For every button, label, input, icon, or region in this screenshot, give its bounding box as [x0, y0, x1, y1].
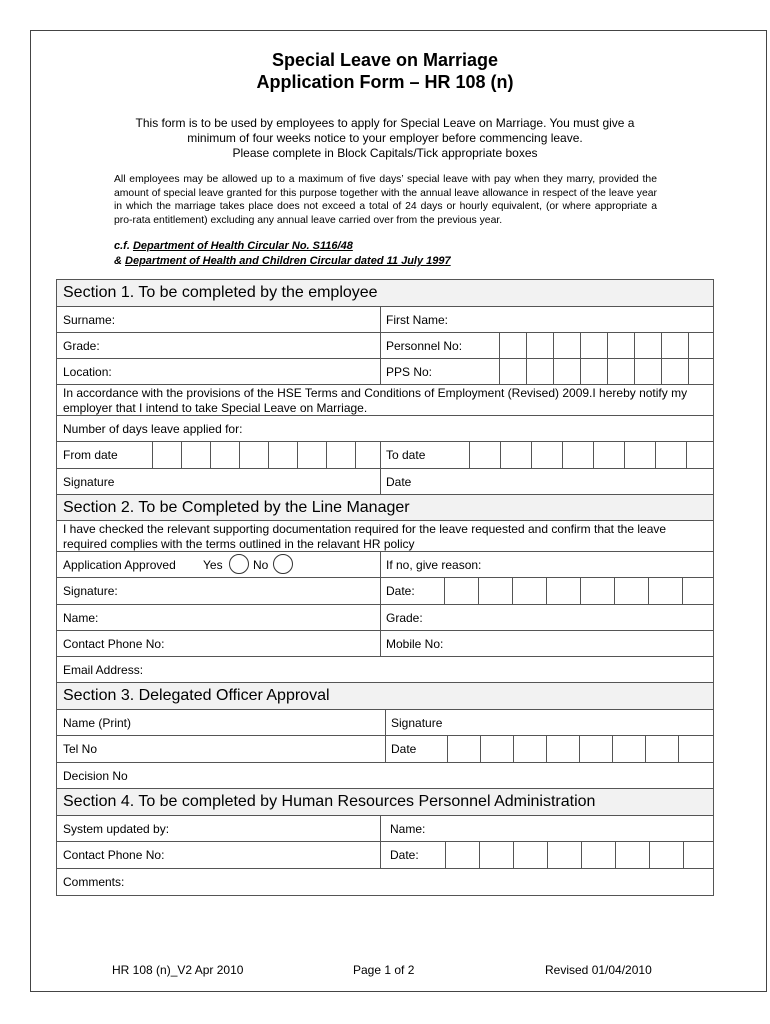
circular-reference-1	[114, 240, 353, 252]
to-date-box[interactable]	[469, 442, 500, 468]
reason-label: If no, give reason:	[386, 558, 482, 572]
officer-name-label: Name (Print)	[63, 716, 132, 730]
hr-date-label: Date:	[390, 848, 419, 862]
hr-date-box[interactable]	[683, 842, 713, 868]
application-approved-label: Application Approved	[63, 558, 176, 572]
officer-date-box[interactable]	[480, 736, 513, 762]
pps-no-box[interactable]	[499, 359, 526, 384]
manager-date-label: Date:	[386, 584, 415, 598]
personnel-no-box[interactable]	[553, 333, 580, 358]
intro-line-2: minimum of four weeks notice to your employer before commencing leave.	[187, 131, 583, 145]
date-label: Date	[386, 475, 412, 489]
footer-form-code: HR 108 (n)_V2 Apr 2010	[112, 963, 244, 977]
surname-label: Surname:	[63, 313, 116, 327]
manager-date-box[interactable]	[546, 578, 580, 604]
row-decision	[57, 763, 713, 789]
row-manager-name	[57, 605, 713, 631]
manager-signature-label: Signature:	[63, 584, 118, 598]
intro-line-1: This form is to be used by employees to apply for Special Leave on Marriage. You must give a	[135, 116, 635, 130]
to-date-box[interactable]	[593, 442, 624, 468]
first-name-label: First Name:	[386, 313, 449, 327]
to-date-box[interactable]	[531, 442, 562, 468]
yes-label: Yes	[203, 558, 223, 572]
row-comments	[57, 869, 713, 895]
cite-prefix: c.f.	[114, 240, 130, 252]
personnel-no-label: Personnel No:	[386, 339, 463, 353]
hr-date-box[interactable]	[615, 842, 649, 868]
from-date-box[interactable]	[210, 442, 239, 468]
officer-date-box[interactable]	[612, 736, 645, 762]
pps-no-box[interactable]	[580, 359, 607, 384]
to-date-box[interactable]	[686, 442, 713, 468]
row-officer-tel	[57, 736, 713, 763]
officer-date-box[interactable]	[513, 736, 546, 762]
to-date-box[interactable]	[562, 442, 593, 468]
section-1-title: Section 1. To be completed by the employee	[63, 284, 378, 301]
hr-date-box[interactable]	[513, 842, 547, 868]
form-title: Special Leave on Marriage	[271, 50, 499, 70]
eligibility-paragraph: All employees may be allowed up to a maximum of five days’ special leave with pay when they marry, provided the amount of special leave granted for this purpose together with the annual leave allowance in respect of the leave year in which the marriage takes place does not exceed a total of 24 days or hourly equivalent, (or where appropriate a pro-rata entitlement) excluding any annual leave carried over from the previous year.	[114, 174, 657, 226]
pps-no-box[interactable]	[688, 359, 713, 384]
officer-date-box[interactable]	[645, 736, 678, 762]
days-applied-label: Number of days leave applied for:	[63, 422, 243, 436]
manager-date-box[interactable]	[444, 578, 478, 604]
grade-label: Grade:	[63, 339, 100, 353]
row-manager-signature	[57, 578, 713, 605]
from-date-box[interactable]	[152, 442, 181, 468]
personnel-no-box[interactable]	[661, 333, 688, 358]
section-3-header	[57, 683, 713, 710]
row-dates	[57, 442, 713, 469]
section-2-header	[57, 495, 713, 521]
hr-name-label: Name:	[390, 822, 426, 836]
to-date-box[interactable]	[624, 442, 655, 468]
hr-phone-label: Contact Phone No:	[63, 848, 165, 862]
manager-date-box[interactable]	[512, 578, 546, 604]
manager-name-label: Name:	[63, 611, 99, 625]
cite-text: Department of Health Circular No. S116/48	[132, 240, 353, 252]
cite-prefix: &	[114, 255, 122, 267]
officer-date-label: Date	[391, 742, 417, 756]
officer-tel-label: Tel No	[63, 742, 98, 756]
hr-date-box[interactable]	[581, 842, 615, 868]
personnel-no-box[interactable]	[580, 333, 607, 358]
yes-radio[interactable]	[229, 554, 249, 574]
to-date-box[interactable]	[500, 442, 531, 468]
section-4-title: Section 4. To be completed by Human Resources Personnel Administration	[63, 793, 596, 810]
hr-date-box[interactable]	[479, 842, 513, 868]
system-updated-label: System updated by:	[63, 822, 170, 836]
row-system-updated	[57, 816, 713, 842]
pps-no-box[interactable]	[661, 359, 688, 384]
manager-date-box[interactable]	[682, 578, 713, 604]
from-date-box[interactable]	[268, 442, 297, 468]
to-date-box[interactable]	[655, 442, 686, 468]
officer-date-box[interactable]	[678, 736, 713, 762]
row-approved	[57, 552, 713, 578]
manager-mobile-label: Mobile No:	[386, 637, 444, 651]
section-4-header	[57, 789, 713, 816]
row-days	[57, 416, 713, 442]
hr-date-box[interactable]	[547, 842, 581, 868]
officer-date-box[interactable]	[546, 736, 579, 762]
from-date-box[interactable]	[239, 442, 268, 468]
no-radio[interactable]	[273, 554, 293, 574]
manager-grade-label: Grade:	[386, 611, 423, 625]
employee-notice-text: In accordance with the provisions of the HSE Terms and Conditions of Employment (Revised) 2009.I hereby notify my employer that I intend to take Special Leave on Marriage.	[63, 386, 688, 415]
from-date-box[interactable]	[326, 442, 355, 468]
from-date-box[interactable]	[181, 442, 210, 468]
section-2-title: Section 2. To be Completed by the Line Manager	[63, 499, 410, 516]
section-1-header	[57, 280, 713, 307]
row-manager-notice	[57, 521, 713, 552]
from-date-label: From date	[63, 448, 118, 462]
decision-no-label: Decision No	[63, 769, 128, 783]
form-subtitle: Application Form – HR 108 (n)	[256, 72, 514, 92]
pps-no-box[interactable]	[607, 359, 634, 384]
row-surname	[57, 307, 713, 333]
section-3-title: Section 3. Delegated Officer Approval	[63, 687, 330, 704]
to-date-label: To date	[386, 448, 426, 462]
pps-no-label: PPS No:	[386, 365, 433, 379]
personnel-no-box[interactable]	[607, 333, 634, 358]
from-date-box[interactable]	[355, 442, 380, 468]
manager-date-box[interactable]	[614, 578, 648, 604]
row-signature	[57, 469, 713, 495]
officer-date-box[interactable]	[579, 736, 612, 762]
manager-date-box[interactable]	[478, 578, 512, 604]
personnel-no-box[interactable]	[688, 333, 713, 358]
from-date-box[interactable]	[297, 442, 326, 468]
location-label: Location:	[63, 365, 112, 379]
manager-email-label: Email Address:	[63, 663, 144, 677]
manager-phone-label: Contact Phone No:	[63, 637, 165, 651]
row-notice	[57, 385, 713, 416]
officer-date-box[interactable]	[447, 736, 480, 762]
footer-revised-date: Revised 01/04/2010	[545, 963, 652, 977]
intro-line-3: Please complete in Block Capitals/Tick appropriate boxes	[232, 146, 538, 160]
hr-date-box[interactable]	[445, 842, 479, 868]
row-location	[57, 359, 713, 385]
row-hr-phone	[57, 842, 713, 869]
personnel-no-box[interactable]	[526, 333, 553, 358]
signature-label: Signature	[63, 475, 115, 489]
row-officer-name	[57, 710, 713, 736]
no-label: No	[253, 558, 269, 572]
pps-no-box[interactable]	[526, 359, 553, 384]
application-form-table	[56, 279, 714, 896]
circular-reference-2	[114, 255, 451, 267]
personnel-no-box[interactable]	[634, 333, 661, 358]
row-manager-email	[57, 657, 713, 683]
manager-date-box[interactable]	[580, 578, 614, 604]
officer-signature-label: Signature	[391, 716, 443, 730]
pps-no-box[interactable]	[634, 359, 661, 384]
row-grade	[57, 333, 713, 359]
manager-notice-text: I have checked the relevant supporting documentation required for the leave requested and confirm that the leave required complies with the terms outlined in the relavant HR policy	[63, 522, 667, 551]
row-manager-phone	[57, 631, 713, 657]
cite-text: Department of Health and Children Circular dated 11 July 1997	[125, 255, 451, 267]
manager-date-box[interactable]	[648, 578, 682, 604]
pps-no-box[interactable]	[553, 359, 580, 384]
comments-label: Comments:	[63, 875, 125, 889]
hr-date-box[interactable]	[649, 842, 683, 868]
personnel-no-box[interactable]	[499, 333, 526, 358]
footer-page-number: Page 1 of 2	[353, 963, 415, 977]
